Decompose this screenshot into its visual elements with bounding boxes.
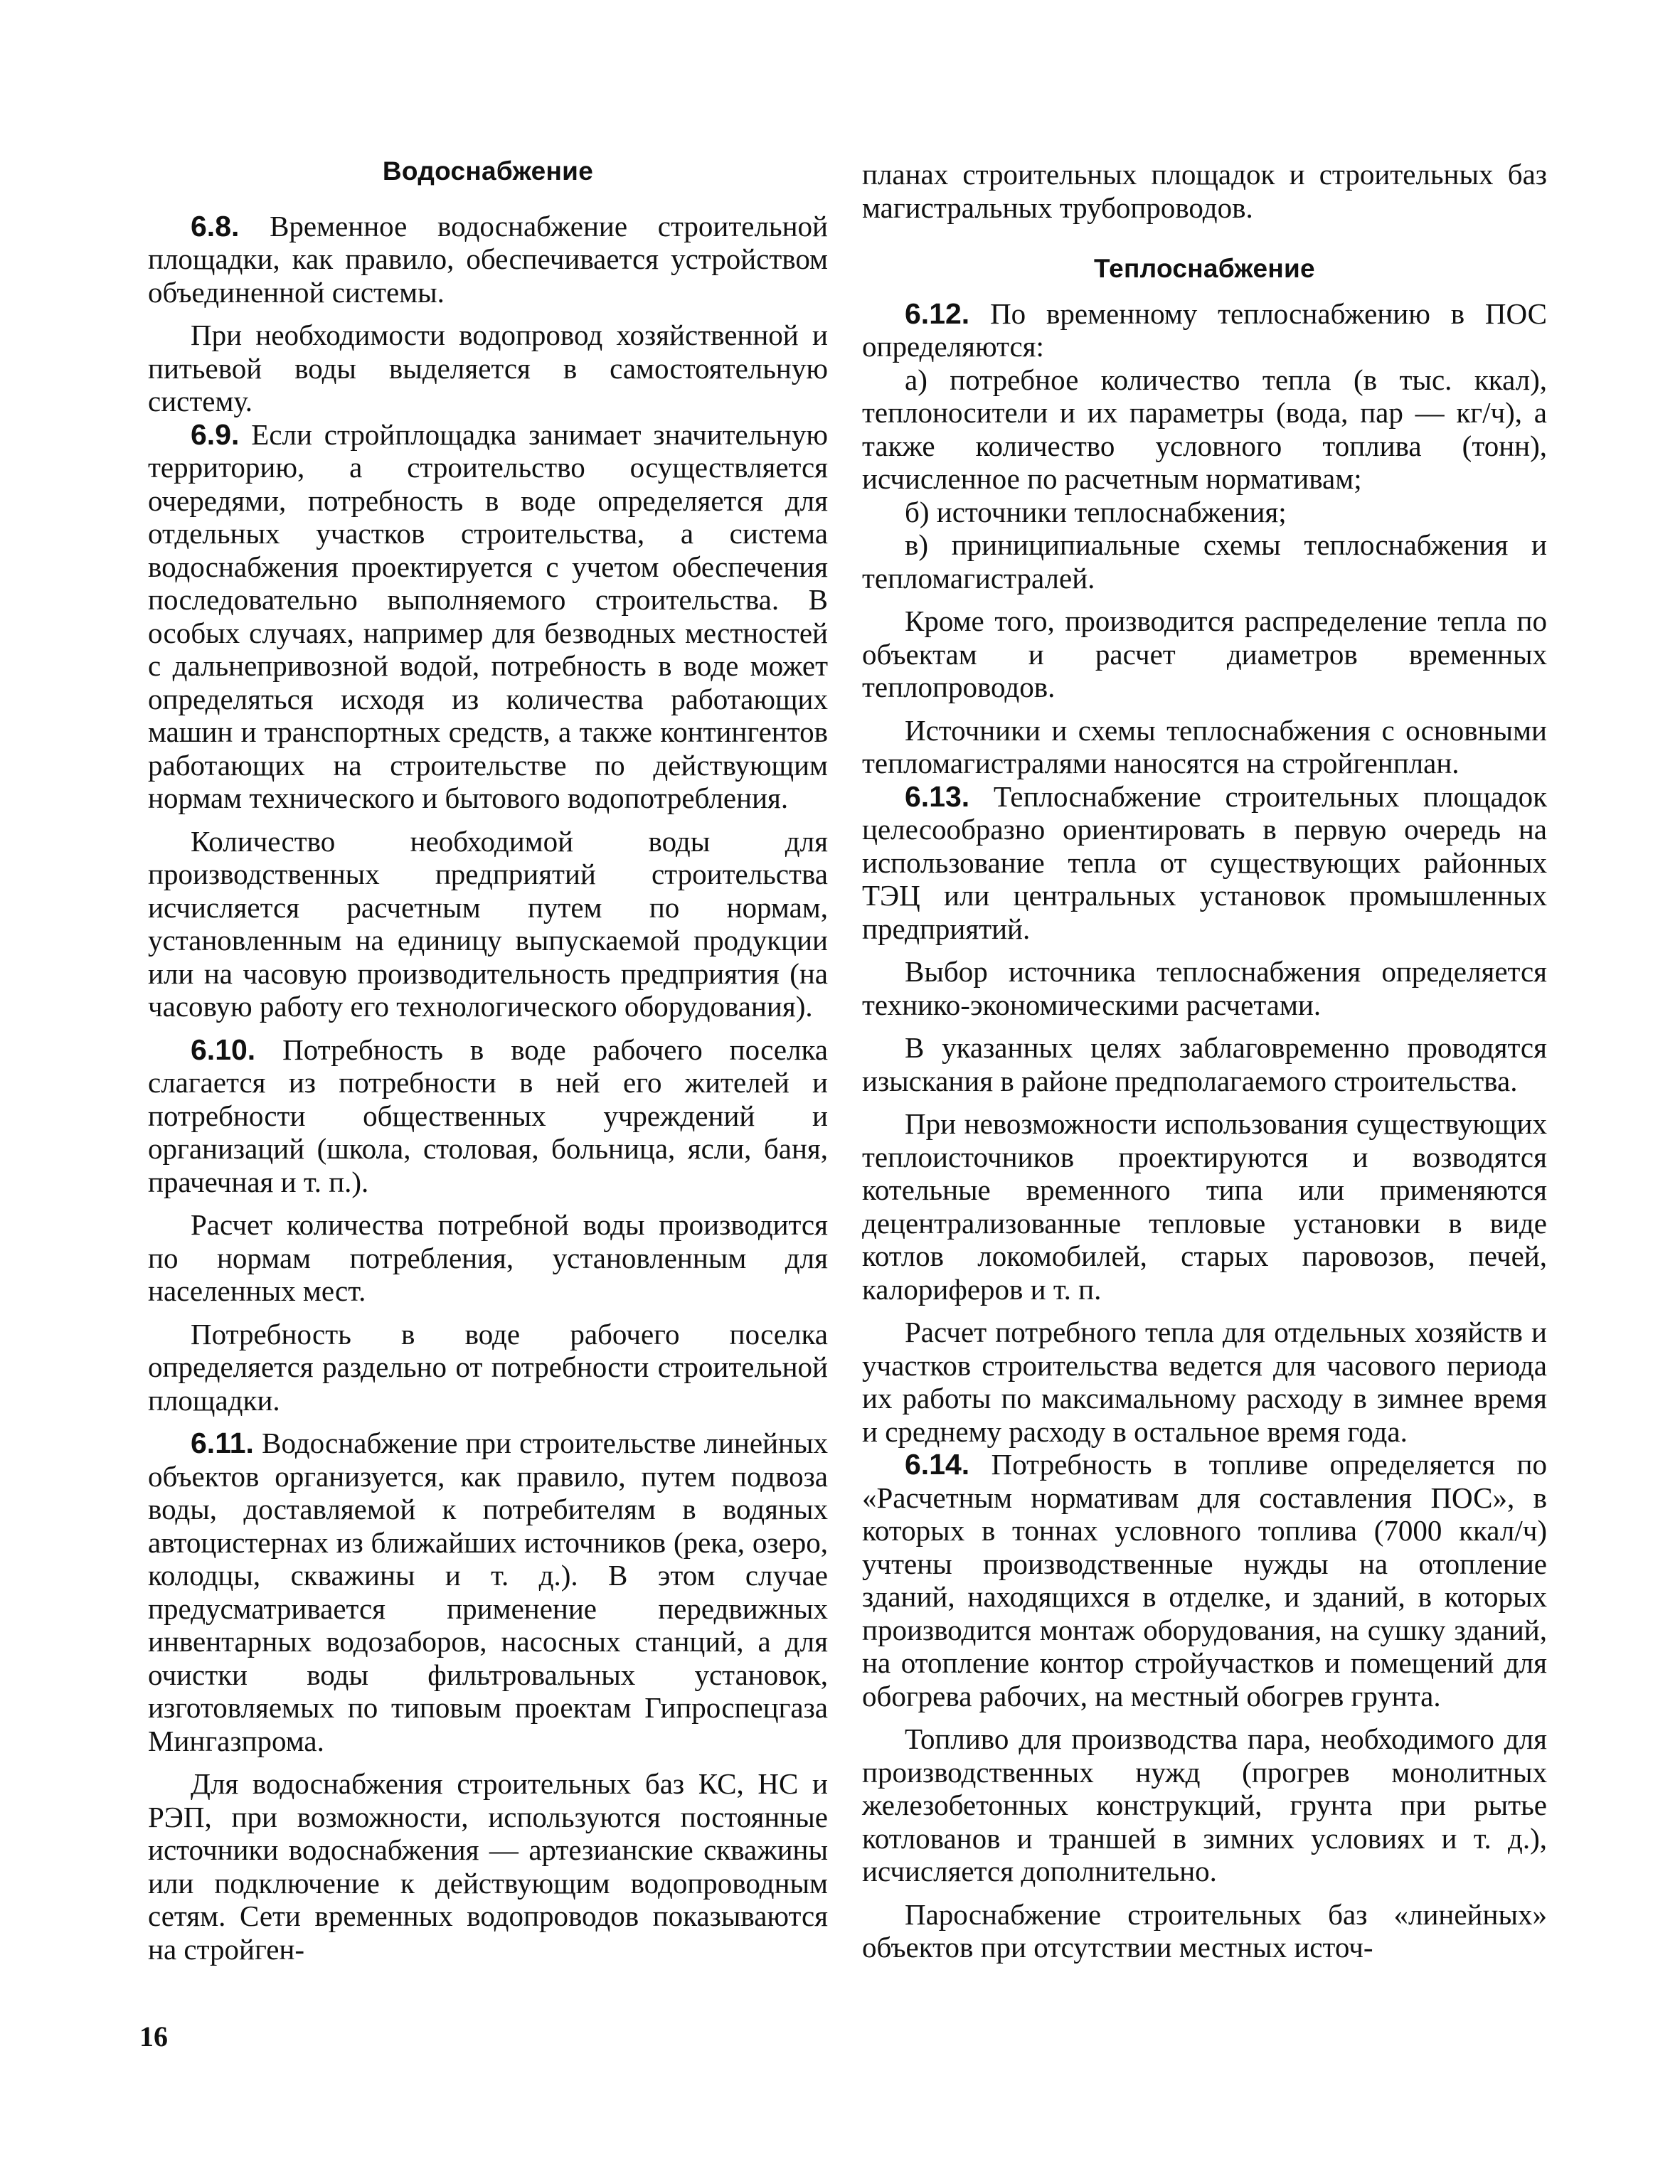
- section-heading-water-supply: Водоснабжение: [382, 156, 594, 186]
- paragraph: [862, 1107, 1547, 1306]
- paragraph: [862, 1031, 1547, 1097]
- list-item-c: [862, 528, 1547, 595]
- paragraph-text: Потребность в воде рабочего поселка определяется раздельно от потребности строительной площадки.: [148, 1317, 828, 1417]
- paragraph-text: Водоснабжение при строительстве линейных объектов организуется, как правило, путем подвоза воды, доставляемой к потребителям в водяных автоцистернах из ближайших источников (река, озеро, колодцы, скважины и т. д.). В этом случае предусматривается применение передвижных инвентарных водозаборов, насосных станций, а для очистки воды фильтровальных установок, изготовляемых по типовым проектам Гипроспецгаза Мингазпрома.: [148, 1427, 828, 1757]
- clause-number: 6.14.: [905, 1448, 970, 1481]
- paragraph-text: а) потребное количество тепла (в тыс. ккал), теплоносители и их параметры (вода, пар — кг/ч), а также количество условного топлива (тонн), исчисленное по расчетным нормативам;: [862, 363, 1547, 495]
- paragraph-6-9: [148, 418, 828, 815]
- list-item-b: [862, 496, 1547, 529]
- paragraph: [862, 955, 1547, 1021]
- paragraph-text: Расчет потребного тепла для отдельных хозяйств и участков строительства ведется для часового периода их работы по максимальному расходу в зимнее время и среднему расходу в остальное время года.: [862, 1316, 1547, 1448]
- paragraph-text: Пароснабжение строительных баз «линейных» объектов при отсутствии местных источ-: [862, 1897, 1547, 1964]
- paragraph: [862, 1316, 1547, 1448]
- list-item-a: [862, 363, 1547, 496]
- clause-number: 6.13.: [905, 779, 970, 813]
- paragraph-text: Временное водоснабжение строительной площадки, как правило, обеспечивается устройством объединенной системы.: [148, 209, 828, 309]
- paragraph-text: Количество необходимой воды для производственных предприятий строительства исчисляется расчетным путем по нормам, установленным на единицу выпускаемой продукции или на часовую производительность предприятия (на часовую работу его технологического оборудования).: [148, 824, 828, 1023]
- paragraph-6-11: [148, 1427, 828, 1757]
- page-number: 16: [139, 2020, 168, 2052]
- paragraph-text: Топливо для производства пара, необходимого для производственных нужд (прогрев монолитных железобетонных конструкций, грунта при рытье котлованов и траншей в зимних условиях и т. д.), исчисляется дополнительно.: [862, 1722, 1547, 1887]
- paragraph-text: б) источники теплоснабжения;: [905, 495, 1287, 528]
- paragraph-text: При невозможности использования существующих теплоисточников проектируются и возводятся котельные временного типа или применяются децентрализованные тепловые установки в виде котлов локомобилей, старых паровозов, печей, калориферов и т. п.: [862, 1107, 1547, 1306]
- paragraph-text: Теплоснабжение строительных площадок целесообразно ориентировать в первую очередь на использование тепла от существующих районных ТЭЦ или центральных установок промышленных предприятий.: [862, 779, 1547, 945]
- paragraph-6-14: [862, 1448, 1547, 1712]
- paragraph: [148, 319, 828, 418]
- paragraph: [862, 604, 1547, 704]
- paragraph-text: Выбор источника теплоснабжения определяется технико-экономическими расчетами.: [862, 955, 1547, 1021]
- paragraph-text: Расчет количества потребной воды производится по нормам потребления, установленным для населенных мест.: [148, 1208, 828, 1307]
- clause-number: 6.10.: [191, 1033, 256, 1066]
- paragraph: [148, 1318, 828, 1417]
- paragraph-text: При необходимости водопровод хозяйственной и питьевой воды выделяется в самостоятельную систему.: [148, 319, 828, 417]
- paragraph-text: По временному теплоснабжению в ПОС определяются:: [862, 297, 1547, 363]
- paragraph: [862, 1722, 1547, 1888]
- paragraph-text: Для водоснабжения строительных баз КС, НС и РЭП, при возможности, используются постоянные источники водоснабжения — артезианские скважины или подключение к действующим водопроводным сетям. Сети временных водопроводов показываются на стройген-: [148, 1767, 828, 1966]
- clause-number: 6.9.: [191, 417, 240, 451]
- paragraph-6-13: [862, 780, 1547, 946]
- clause-number: 6.12.: [905, 297, 970, 330]
- paragraph-text: Источники и схемы теплоснабжения с основными тепломагистралями наносятся на стройгенплан.: [862, 713, 1547, 779]
- paragraph-6-8: [148, 210, 828, 309]
- paragraph-text: в) приниципиальные схемы теплоснабжения и тепломагистралей.: [862, 528, 1547, 595]
- right-column: [862, 158, 1547, 1964]
- paragraph-text: Потребность в воде рабочего поселка слагается из потребности в ней его жителей и потребности общественных учреждений и организаций (школа, столовая, больница, ясли, баня, прачечная и т. п.).: [148, 1033, 828, 1198]
- paragraph: [862, 714, 1547, 780]
- paragraph-text: Если стройплощадка занимает значительную территорию, а строительство осуществляется очередями, потребность в воде определяется для отдельных участков строительства, а система водоснабжения проектируется с учетом обеспечения последовательно выполняемого строительства. В особых случаях, например для безводных местностей с дальнепривозной водой, потребность в воде может определяться исходя из количества работающих машин и транспортных средств, а также контингентов работающих на строительстве по действующим нормам технического и бытового водопотребления.: [148, 417, 828, 814]
- paragraph: [862, 1898, 1547, 1964]
- paragraph-6-12: [862, 297, 1547, 363]
- paragraph: [148, 1208, 828, 1308]
- paragraph-6-10: [148, 1033, 828, 1199]
- paragraph: [148, 825, 828, 1023]
- paragraph-text: Потребность в топливе определяется по «Расчетным нормативам для составления ПОС», в которых в тоннах условного топлива (7000 ккал/ч) учтены производственные нужды на отопление зданий, находящихся в отделке, и зданий, в которых производится монтаж оборудования, на сушку зданий, на отопление контор стройучастков и помещений для обогрева рабочих, на местный обогрев грунта.: [862, 1448, 1547, 1712]
- paragraph-text: В указанных целях заблаговременно проводятся изыскания в районе предполагаемого строительства.: [862, 1031, 1547, 1097]
- clause-number: 6.8.: [191, 209, 240, 243]
- paragraph-text: Кроме того, производится распределение тепла по объектам и расчет диаметров временных теплопроводов.: [862, 604, 1547, 703]
- continuation-text: планах строительных площадок и строительных баз магистральных трубопроводов.: [862, 158, 1547, 224]
- paragraph: [148, 1767, 828, 1966]
- section-heading-heat-supply: Теплоснабжение: [1094, 254, 1315, 283]
- left-column: [148, 155, 828, 1966]
- clause-number: 6.11.: [191, 1427, 254, 1459]
